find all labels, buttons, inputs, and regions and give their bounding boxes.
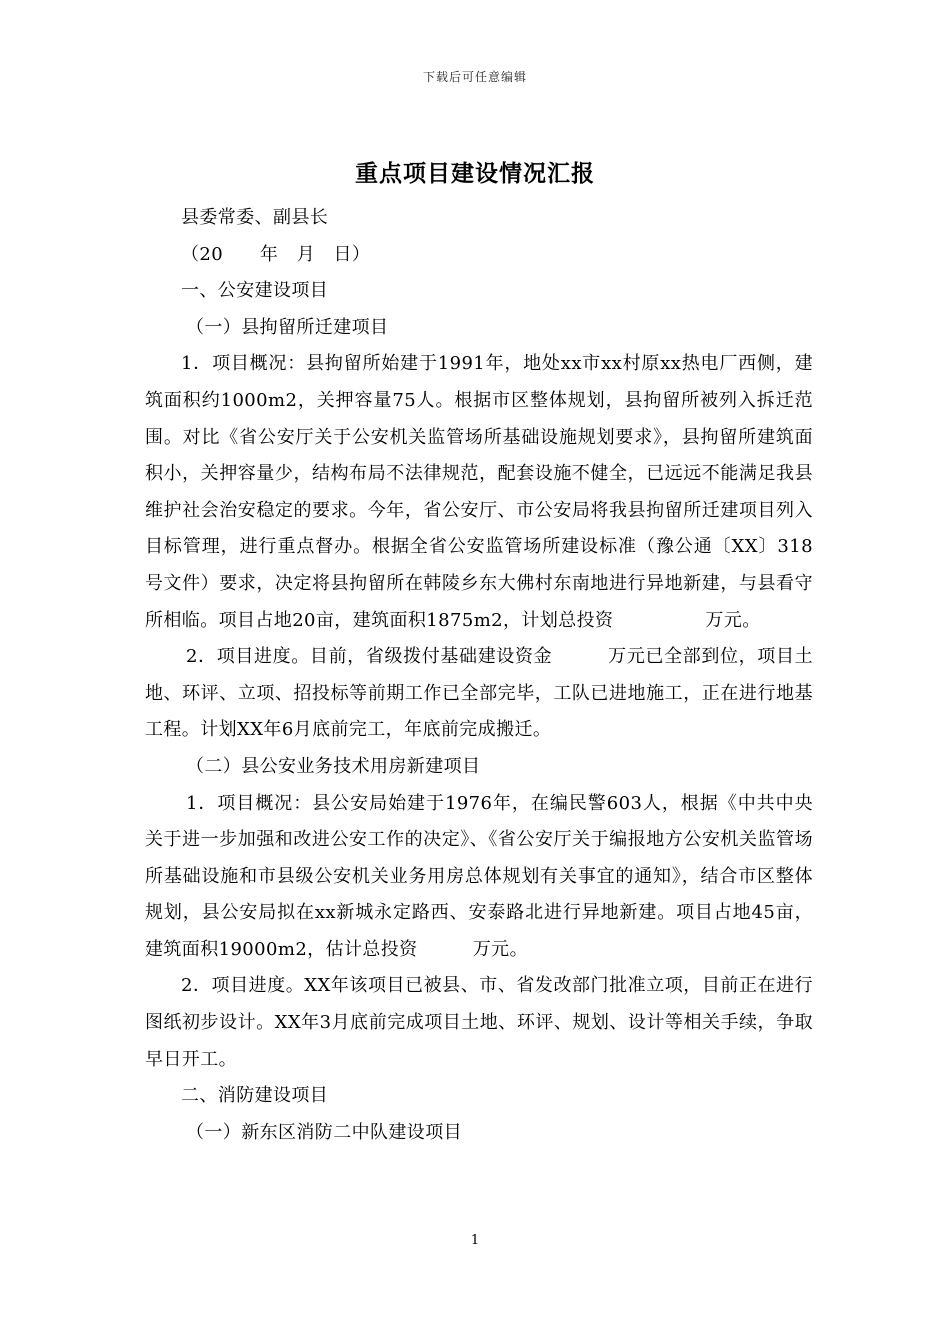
paragraph-building-overview: 1．项目概况：县公安局始建于1976年，在编民警603人，根据《中共中央关于进一步加强和改进公安工作的决定》、《省公安厅关于编报地方公安机关监管场所基础设施和市县级公安机关业务用房总体规划有关事宜的通知》，结合市区整体规划，县公安局拟在xx新城永定路西、安泰路北进行异地新建。项目占地45亩，建筑面积19000m2，估计总投资 万元。 [145, 792, 813, 960]
page-number: 1 [470, 1233, 480, 1248]
paragraph-detention-overview: 1．项目概况：县拘留所始建于1991年，地处xx市xx村原xx热电厂西侧，建筑面积约1000m2，关押容量75人。根据市区整体规划，县拘留所被列入拆迁范围。对比《省公安厅关于公安机关监管场所基础设施规划要求》，县拘留所建筑面积小，关押容量少，结构布局不法律规范，配套设施不健全，已远远不能满足我县维护社会治安稳定的要求。今年，省公安厅、市公安局将我县拘留所迁建项目列入目标管理，进行重点督办。根据全省公安监管场所建设标准（豫公通〔XX〕318号文件）要求，决定将县拘留所在韩陵乡东大佛村东南地进行异地新建，与县看守所相临。项目占地20亩，建筑面积1875m2，计划总投资 万元。 [145, 353, 813, 631]
subsection-heading-detention-center: （一）县拘留所迁建项目 [186, 316, 389, 338]
header-note: 下载后可任意编辑 [422, 70, 527, 84]
section-heading-fire-protection: 二、消防建设项目 [181, 1085, 329, 1107]
date-line: （20 年 月 日） [181, 243, 371, 265]
document-body [145, 200, 813, 1151]
paragraph-building-progress: 2．项目进度。XX年该项目已被县、市、省发改部门批准立项，目前正在进行图纸初步设计。XX年3月底前完成项目土地、环评、规划、设计等相关手续，争取早日开工。 [145, 975, 813, 1070]
author-line: 县委常委、副县长 [181, 207, 329, 228]
section-heading-public-security: 一、公安建设项目 [181, 280, 329, 302]
subsection-heading-business-building: （二）县公安业务技术用房新建项目 [186, 755, 481, 777]
paragraph-detention-progress: 2．项目进度。目前，省级拨付基础建设资金 万元已全部到位，项目土地、环评、立项、招投标等前期工作已全部完毕，工队已进地施工，正在进行地基工程。计划XX年6月底前完工，年底前完成搬迁。 [145, 646, 813, 741]
subsection-heading-fire-squad: （一）新东区消防二中队建设项目 [186, 1121, 462, 1143]
document-title: 重点项目建设情况汇报 [355, 160, 595, 187]
